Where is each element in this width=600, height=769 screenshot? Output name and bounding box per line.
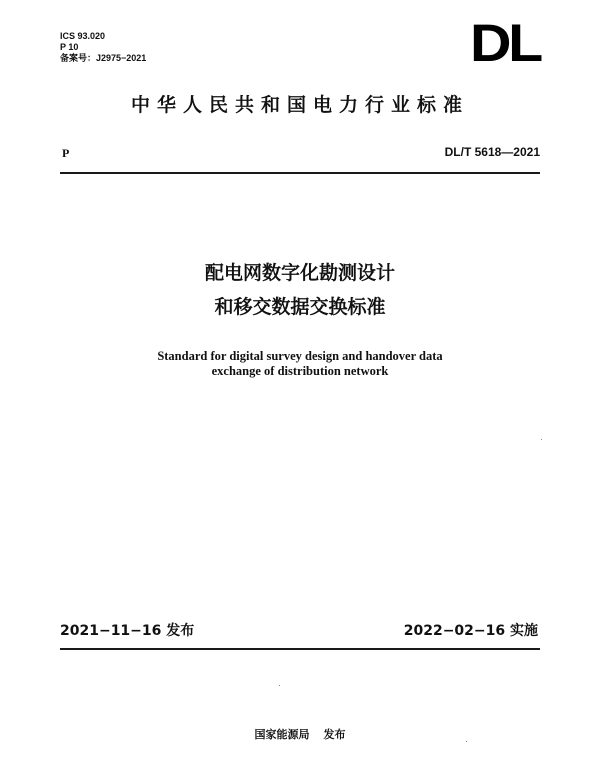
scan-speck [541,439,542,440]
standard-number: DL/T 5618—2021 [444,145,540,159]
record-number: 备案号：J2975−2021 [60,53,147,63]
scan-speck [466,741,467,742]
ics-code: ICS 93.020 [60,31,106,41]
bottom-divider [60,648,540,650]
ccs-code: P 10 [60,42,79,52]
chinese-title-line-1: 配电网数字化勘测设计 [204,262,395,284]
scan-speck [279,685,280,686]
implementation-date: 2022−02−16 实施 [403,623,538,639]
chinese-title-line-2: 和移交数据交换标准 [214,296,386,318]
english-title-line-1: Standard for digital survey design and handover data [157,349,443,363]
issue-date: 2021−11−16 发布 [60,623,195,639]
category-code: P [62,146,70,160]
publisher-action: 发布 [323,728,346,741]
top-divider [60,172,540,174]
dl-logo: DL [470,13,540,73]
publisher-line [0,726,600,742]
english-title-line-2: exchange of distribution network [211,364,389,378]
industry-standard-title: 中华人民共和国电力行业标准 [130,94,469,116]
publisher-name: 国家能源局 [254,728,310,741]
